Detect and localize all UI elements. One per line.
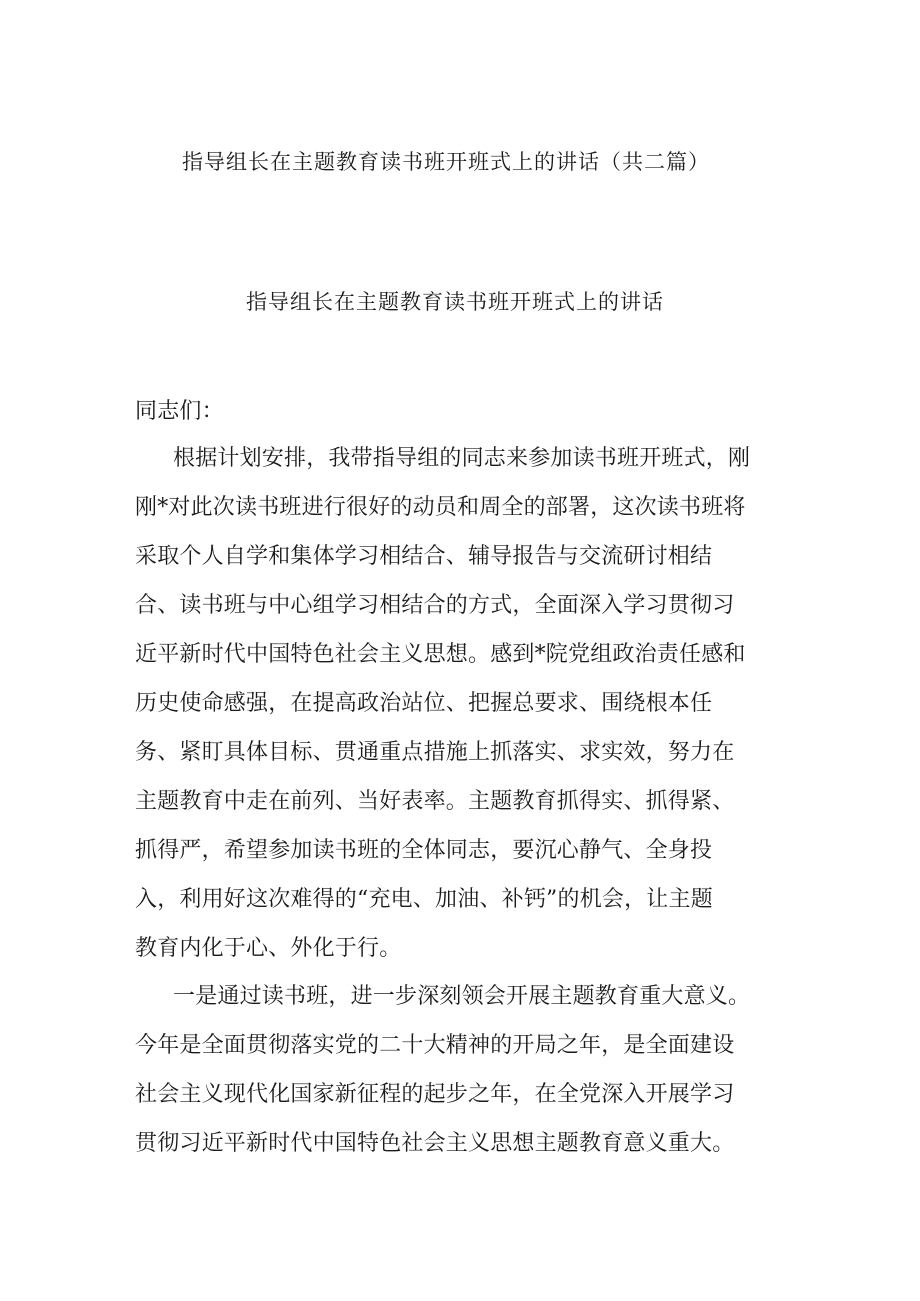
salutation: 同志们： <box>135 399 224 424</box>
paragraph-line: 根据计划安排，我带指导组的同志来参加读书班开班式，刚 <box>173 446 751 471</box>
paragraph-line: 社会主义现代化国家新征程的起步之年，在全党深入开展学习 <box>135 1082 735 1107</box>
speech-title: 指导组长在主题教育读书班开班式上的讲话 <box>246 290 664 314</box>
paragraph-line: 务、紧盯具体目标、贯通重点措施上抓落实、求实效，努力在 <box>135 740 735 765</box>
paragraph-line: 入，利用好这次难得的“充电、加油、补钙”的机会，让主题 <box>135 887 713 912</box>
paragraph-line: 历史使命感强，在提高政治站位、把握总要求、围绕根本任 <box>135 691 713 716</box>
paragraph-line: 今年是全面贯彻落实党的二十大精神的开局之年，是全面建设 <box>135 1033 735 1058</box>
document-title: 指导组长在主题教育读书班开班式上的讲话（共二篇） <box>182 150 710 174</box>
paragraph-line: 一是通过读书班，进一步深刻领会开展主题教育重大意义。 <box>173 984 751 1009</box>
paragraph-line: 教育内化于心、外化于行。 <box>135 936 402 961</box>
paragraph-line: 主题教育中走在前列、当好表率。主题教育抓得实、抓得紧、 <box>135 789 735 814</box>
paragraph-line: 近平新时代中国特色社会主义思想。感到*院党组政治责任感和 <box>135 642 746 667</box>
paragraph-line: 采取个人自学和集体学习相结合、辅导报告与交流研讨相结 <box>135 544 713 569</box>
paragraph-line: 抓得严，希望参加读书班的全体同志，要沉心静气、全身投 <box>135 838 713 863</box>
paragraph-line: 贯彻习近平新时代中国特色社会主义思想主题教育意义重大。 <box>135 1131 735 1156</box>
paragraph-line: 合、读书班与中心组学习相结合的方式，全面深入学习贯彻习 <box>135 593 735 618</box>
paragraph-line: 刚*对此次读书班进行很好的动员和周全的部署，这次读书班将 <box>135 495 746 520</box>
